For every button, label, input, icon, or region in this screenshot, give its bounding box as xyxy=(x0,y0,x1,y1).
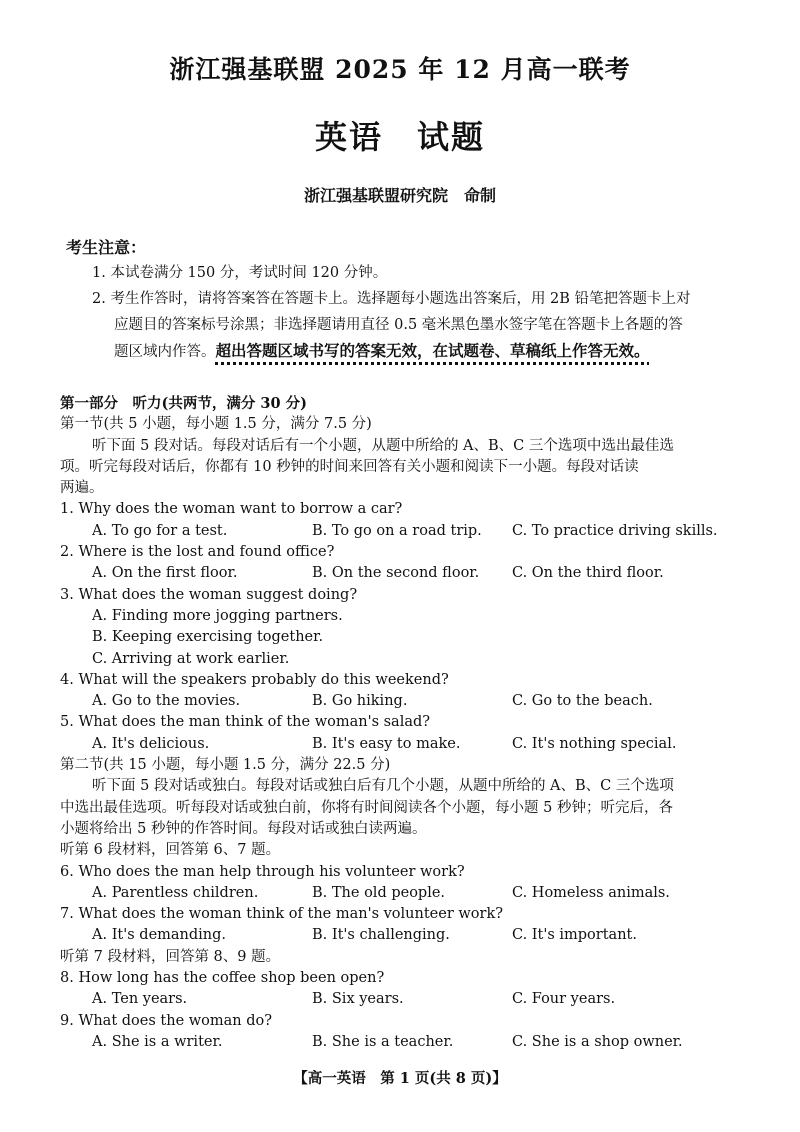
material-6-instruction: 听第 6 段材料，回答第 6、7 题。 xyxy=(60,842,281,859)
option-b: B. Six years. xyxy=(312,991,404,1008)
exam-maker: 浙江强基联盟研究院 命制 xyxy=(303,186,496,205)
notice-item-2-line-1: 2. 考生作答时，请将答案答在答题卡上。选择题每小题选出答案后，用 2B 铅笔把答题卡上对 xyxy=(92,291,691,307)
option-c: C. It's nothing special. xyxy=(512,735,677,752)
exam-subject: 英语 试题 xyxy=(314,118,485,156)
option-c: C. She is a shop owner. xyxy=(512,1033,683,1050)
option-a: A. It's delicious. xyxy=(92,735,210,752)
section2-instruction-line-1: 听下面 5 段对话或独白。每段对话或独白后有几个小题，从题中所给的 A、B、C 三个选项 xyxy=(92,778,674,795)
question-1: 1. Why does the woman want to borrow a car? xyxy=(60,501,403,518)
question-7: 7. What does the woman think of the man's volunteer work? xyxy=(60,906,504,923)
question-2: 2. Where is the lost and found office? xyxy=(60,544,335,561)
section2-instruction-line-2: 中选出最佳选项。听每段对话或独白前，你将有时间阅读各个小题，每小题 5 秒钟；听完后，各 xyxy=(60,799,673,816)
option-a: A. She is a writer. xyxy=(92,1033,223,1050)
section2-instruction-line-3: 小题将给出 5 秒钟的作答时间。每段对话或独白读两遍。 xyxy=(60,820,427,837)
section1-instruction-line-3: 两遍。 xyxy=(60,480,104,497)
option-c: C. Four years. xyxy=(512,991,616,1008)
question-8: 8. How long has the coffee shop been open? xyxy=(60,970,385,987)
option-c: C. On the third floor. xyxy=(512,565,664,582)
notice-emphasis: 超出答题区域书写的答案无效，在试题卷、草稿纸上作答无效。 xyxy=(215,341,650,360)
section1-heading: 第一节(共 5 小题，每小题 1.5 分，满分 7.5 分) xyxy=(60,416,372,433)
notice-item-2-line-3 xyxy=(92,338,752,365)
option-a: A. To go for a test. xyxy=(92,522,228,539)
question-3: 3. What does the woman suggest doing? xyxy=(60,586,358,603)
option-c: C. To practice driving skills. xyxy=(512,522,718,539)
question-6: 6. Who does the man help through his volunteer work? xyxy=(60,863,465,880)
option-a: A. On the first floor. xyxy=(92,565,238,582)
question-9: 9. What does the woman do? xyxy=(60,1012,273,1029)
option-a: A. Finding more jogging partners. xyxy=(92,607,343,624)
question-1-options xyxy=(60,521,750,542)
option-b: B. Keeping exercising together. xyxy=(92,629,324,646)
option-c: C. Go to the beach. xyxy=(512,693,653,710)
option-b: B. She is a teacher. xyxy=(312,1033,454,1050)
option-c: C. It's important. xyxy=(512,927,637,944)
option-b: B. On the second floor. xyxy=(312,565,480,582)
question-7-options xyxy=(60,925,750,946)
part1-heading: 第一部分 听力(共两节，满分 30 分) xyxy=(60,395,307,412)
option-b: B. It's challenging. xyxy=(312,927,450,944)
notice-item-1: 1. 本试卷满分 150 分，考试时间 120 分钟。 xyxy=(92,265,388,281)
notice-title: 考生注意： xyxy=(66,238,147,257)
option-c: C. Arriving at work earlier. xyxy=(92,650,290,667)
option-a: A. Ten years. xyxy=(92,991,188,1008)
page-footer: 【高一英语 第 1 页(共 8 页)】 xyxy=(293,1070,507,1087)
option-c: C. Homeless animals. xyxy=(512,884,670,901)
question-2-options xyxy=(60,563,750,584)
notice-item-2-line-2: 应题目的答案标号涂黑；非选择题请用直径 0.5 毫米黑色墨水签字笔在答题卡上各题的答 xyxy=(114,317,683,333)
question-8-options xyxy=(60,989,750,1010)
section2-heading: 第二节(共 15 小题，每小题 1.5 分，满分 22.5 分) xyxy=(60,757,391,774)
question-5: 5. What does the man think of the woman's salad? xyxy=(60,714,431,731)
notice-item-2-line-3-a: 题区域内作答。 xyxy=(114,344,216,360)
question-9-options xyxy=(60,1032,750,1053)
option-a: A. Go to the movies. xyxy=(92,693,241,710)
question-4: 4. What will the speakers probably do this weekend? xyxy=(60,671,449,688)
option-b: B. To go on a road trip. xyxy=(312,522,482,539)
question-4-options xyxy=(60,691,750,712)
option-b: B. Go hiking. xyxy=(312,693,408,710)
question-5-options xyxy=(60,734,750,755)
notice-item-2 xyxy=(92,286,752,365)
exam-title: 浙江强基联盟 2025 年 12 月高一联考 xyxy=(169,55,631,84)
material-7-instruction: 听第 7 段材料，回答第 8、9 题。 xyxy=(60,948,281,965)
option-b: B. It's easy to make. xyxy=(312,735,461,752)
option-a: A. It's demanding. xyxy=(92,927,227,944)
question-6-options xyxy=(60,883,750,904)
listening-part xyxy=(60,393,750,1053)
option-a: A. Parentless children. xyxy=(92,884,259,901)
section1-instruction-line-2: 项。听完每段对话后，你都有 10 秒钟的时间来回答有关小题和阅读下一小题。每段对话读 xyxy=(60,458,639,475)
section1-instruction-line-1: 听下面 5 段对话。每段对话后有一个小题，从题中所给的 A、B、C 三个选项中选出最佳选 xyxy=(92,437,674,454)
option-b: B. The old people. xyxy=(312,884,446,901)
